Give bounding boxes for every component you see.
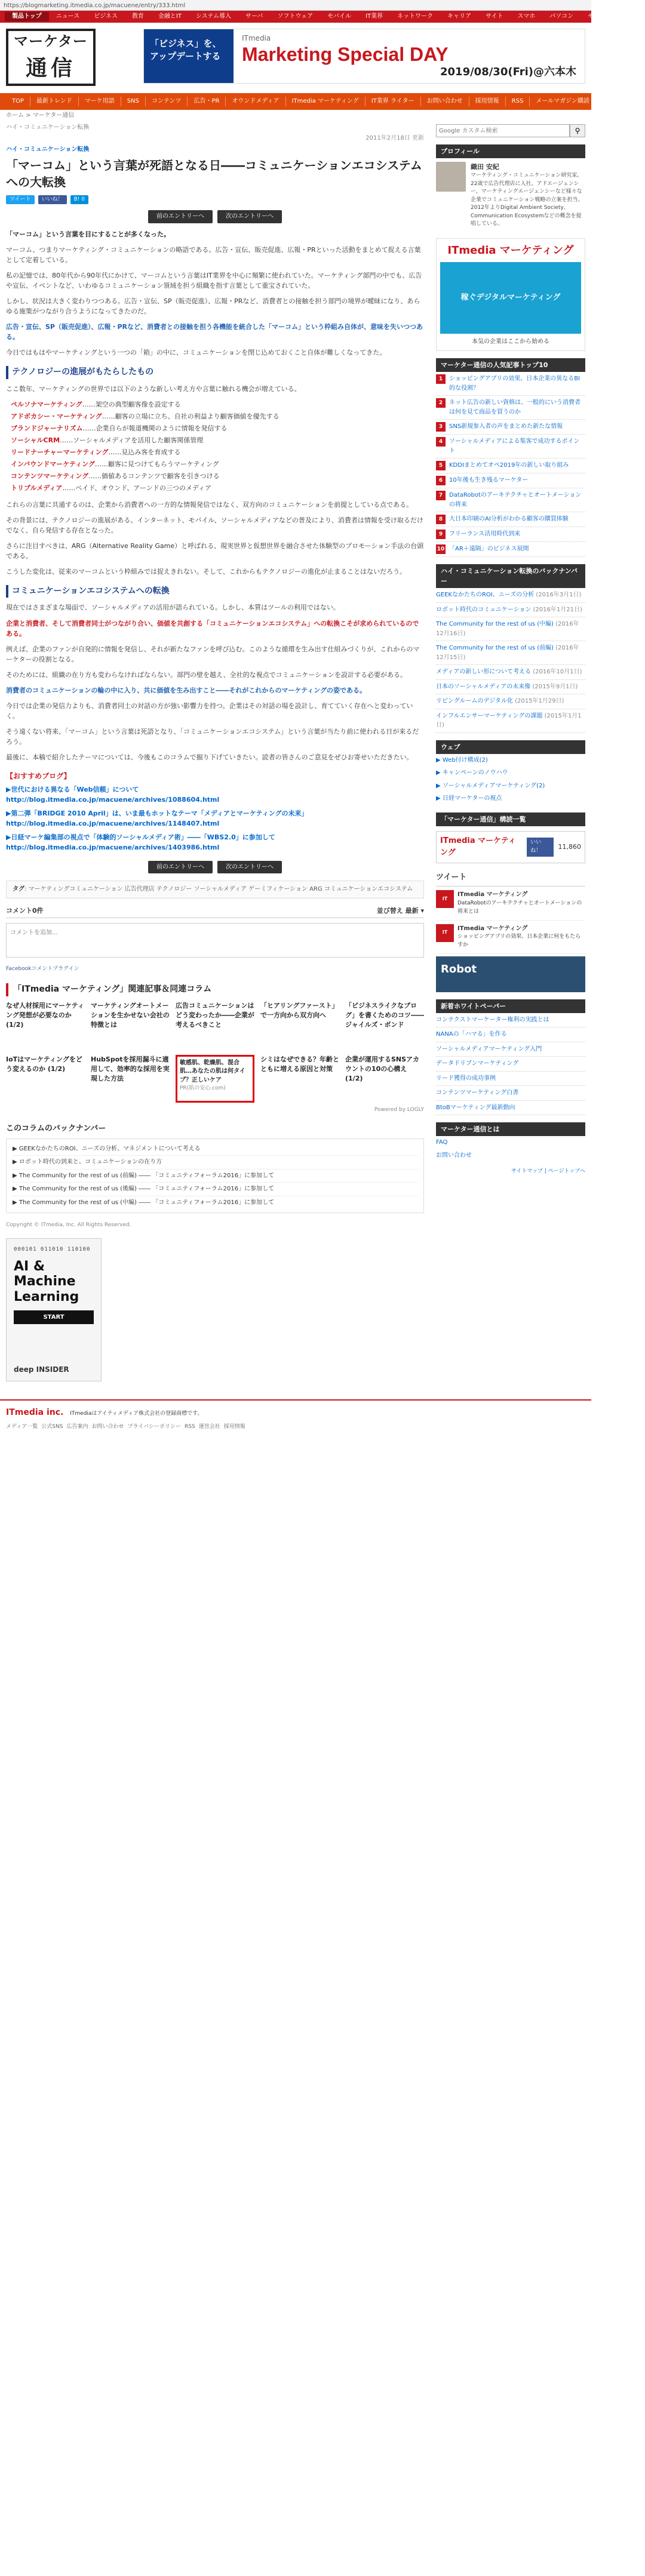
breadcrumb[interactable]: ハイ・コミュニケーション転換 [6,124,90,131]
profile [436,158,585,232]
category-nav-item[interactable]: IT業界 ライター [366,97,421,106]
hatena-button[interactable]: B! 0 [70,195,88,205]
article-category[interactable]: ハイ・コミュニケーション転換 [6,146,90,153]
new-paper-item[interactable]: ソーシャルメディアマーケティング入門 [436,1042,585,1057]
tweet-heading: ツイート [436,869,585,887]
related-card[interactable] [345,1055,424,1103]
sub-nav [0,110,591,122]
side-backnumber-title: インフルエンサーマーケティングの課題 [436,712,545,719]
side-backnumber-title: GEEKなかたちのROI、ニーズの分析 [436,592,536,599]
next-entry-button[interactable]: 次のエントリーへ [217,210,282,223]
category-nav-item[interactable]: お問い合わせ [421,97,469,106]
buzzword-term: コンテンツマーケティング [11,472,89,481]
ai-ml-ad[interactable] [6,1238,102,1381]
banner-left-text: 「ビジネス」を、アップデートする [144,29,234,83]
new-paper-item[interactable]: データドリブンマーケティング [436,1057,585,1072]
backnumber-side-list [436,588,585,733]
writer-heading: 「マーケター通信」構読一覧 [436,812,585,826]
powered-by: Powered by LOGLY [374,1106,424,1113]
side-backnumber-item[interactable] [436,588,585,603]
related-card-title: なぜ人材採用にマーケティング発想が必要なのか (1/2) [6,1001,84,1029]
new-paper-item[interactable]: コンテクストマーケーター権利の実践とは [436,1013,585,1028]
banner-brand: ITmedia [242,34,271,42]
category-nav-item[interactable]: SNS [121,97,146,106]
ranking-number: 5 [436,461,446,470]
article-paragraph: これらの言葉に共通するのは、企業から消費者への一方的な情報発信ではなく、双方向のコミュニケーションを前提としている点である。 [6,500,413,509]
buzzword-term: ブランドジャーナリズム [11,424,83,433]
web-link[interactable]: ▶ Web付け構成(2) [436,756,488,764]
footer-link[interactable]: お問い合わせ [91,1423,124,1430]
category-nav [0,93,591,110]
article-highlight: 消費者のコミュニケーションの輪の中に入り、共に価値を生み出すこと――それがこれからのマーケティングの姿である。 [6,686,367,694]
top-nav-item[interactable]: キャリア [447,13,472,20]
tweet-body [457,924,585,950]
backnumber-item[interactable]: ▶ The Community for the rest of us (後編) ―― 「コミュニティフォーラム2016」に参加して [13,1183,417,1196]
subnav-path[interactable]: ホーム > マーケター通信 [6,112,75,119]
top-nav-item[interactable]: 金融とIT [158,13,182,20]
side-backnumber-title: The Community for the rest of us (中編) [436,621,556,628]
category-nav-item[interactable]: メールマガジン購読 [530,97,596,106]
side-backnumber-date: (2016年10月1日) [533,669,582,676]
tweet-body [457,890,585,916]
share-row [6,195,424,205]
article-lead: 「マーコム」という言葉を目にすることが多くなった。 [6,230,170,238]
ranking-title: SNS新規参入者の声をまとめた新たな情報 [449,423,563,430]
side-backnumber-date: (2016年12月15日) [436,645,579,661]
side-backnumber-title: メディアの新しい形について考える [436,669,533,676]
url-bar[interactable]: https://blogmarketing.itmedia.co.jp/macuene/entry/333.html [0,0,591,11]
ranking-number: 3 [436,422,446,432]
ranking-title: DataRobotのアーキテクチャとオートメーションの将来 [449,492,582,508]
category-nav-item[interactable]: オウンドメディア [226,97,285,106]
web-links [436,754,585,805]
about-heading: マーケター通信とは [436,1122,585,1136]
category-nav-item[interactable]: 採用情報 [469,97,506,106]
tweet-name: ITmedia マーケティング [457,925,528,932]
top-nav-item[interactable]: システム導入 [195,13,231,20]
article-paragraph: 現在ではさまざまな場面で、ソーシャルメディアの活用が語られている。しかし、本質はツールの利用ではない。 [6,604,340,612]
side-backnumber-title: リビングルームのデジタル化 [436,698,515,705]
side-ad-brand: ITmedia マーケティング [447,244,574,257]
category-nav-item[interactable]: 広告・PR [188,97,226,106]
article-body [6,229,424,762]
tweet-name: ITmedia マーケティング [457,891,528,898]
ranking-item[interactable] [436,512,585,527]
ranking-item[interactable] [436,488,585,512]
new-paper-item[interactable]: NANAの「ハマる」を作る [436,1027,585,1042]
ranking-number: 4 [436,437,446,447]
article-paragraph: 今日では企業の発信力よりも、消費者同士の対話の方が強い影響力を持つ。企業はその対話の場を設計し、育てていく存在へと変わっていく。 [6,701,413,720]
article-highlight: 広告・宣伝、SP（販売促進）、広報・PRなど、消費者との接触を担う各機能を統合した「マーコム」という枠組み自体が、意味を失いつつある。 [6,323,423,341]
buzzword-term: トリプルメディア [11,484,63,493]
related-card-title: 広告コミュニケーションはどう変わったか――企業が考えるべきこと [176,1001,254,1029]
article-title: 「マーコム」という言葉が死語となる日――コミュニケーションエコシステムへの大転換 [6,158,422,189]
recommend-item [6,832,424,852]
footer-link[interactable]: 広告案内 [66,1423,88,1430]
web-link[interactable]: ▶ ソーシャルメディアマーケティング(2) [436,782,545,789]
ranking-item[interactable] [436,458,585,473]
related-card[interactable] [345,1001,424,1049]
backnumber-item[interactable]: ▶ GEEKなかたちのROI、ニーズの分析、マネジメントについて考える [13,1143,417,1156]
ranking-item[interactable] [436,420,585,435]
related-card-grid [6,1001,424,1103]
buzzword-desc: ……顧客の立場に立ち、自社の利益より顧客価値を優先する [102,413,280,421]
buzzword-term: ソーシャルCRM [11,436,60,445]
ranking-number: 8 [436,515,446,524]
ranking-number: 1 [436,374,446,384]
column-heading: ハイ・コミュニケーション転換のバックナンバー [436,564,585,588]
ranking-title: フリーランス活用時代到来 [449,531,521,538]
article-paragraph: 最後に、本稿で紹介したテーマについては、今後もこのコラムで掘り下げていきたい。読者の皆さんのご意見をぜひお寄せいただきたい。 [6,753,413,761]
ranking-item[interactable] [436,435,585,458]
buzzword-desc: ……架空の典型顧客像を設定する [82,401,181,409]
article-paragraph: 今日ではもはやマーケティングという一つの「箱」の中に、コミュニケーションを閉じ込めておくこと自体が難しくなってきた。 [6,349,386,357]
related-card-title: シミはなぜできる？年齢とともに増える原因と対策 [260,1055,339,1073]
side-backnumber-date: (2015年1月29日) [515,698,564,705]
category-nav-item[interactable]: TOP [6,97,30,106]
profile-name[interactable]: 織田 安紀 [471,163,499,171]
comment-sort-value: 最新 [405,906,419,915]
side-ad-text: 稼ぐデジタルマーケティング [460,293,561,303]
ad-brand: deep INSIDER [14,1365,69,1374]
side-backnumber-item[interactable] [436,694,585,709]
top-nav-item[interactable]: サーバ [245,13,263,20]
tag-label: タグ [13,886,24,893]
fb-like-count: 11,860 [558,843,581,851]
side-backnumber-date: (2015年9月1日) [532,683,578,690]
section-heading-tech: テクノロジーの進展がもたらしたもの [6,366,424,379]
pager-bottom [6,861,424,874]
pagetop-link[interactable]: サイトマップ | ページトップへ [511,1168,585,1175]
ranking-title: ショッピングアプリの効果、日本企業の異なるBI的な役割？ [449,376,580,392]
article-paragraph: さらに注目すべきは、ARG（Alternative Reality Game）と呼ばれる、現実世界と仮想世界を融合させた体験型のプロモーション手法の台頭である。 [6,541,424,560]
pager-top [6,210,424,223]
header-banner[interactable] [143,29,585,84]
article-paragraph: そのためには、組織の在り方も変わらなければならない。部門の壁を越え、全社的な視点でコミュニケーションを設計する必要がある。 [6,670,407,679]
side-backnumber-item[interactable] [436,603,585,618]
side-ad-visual [440,262,581,334]
search-input[interactable] [436,124,570,137]
new-papers-list [436,1013,585,1116]
article-paragraph: ここ数年、マーケティングの世界では以下のような新しい考え方や言葉に触れる機会が増えている。 [6,385,301,393]
top-nav-item[interactable]: ビジネス [94,13,118,20]
top-nav-item[interactable]: ソフトウェア [277,13,314,20]
ranking-title: 10年後も生き残るマーケター [449,477,529,484]
side-backnumber-item[interactable] [436,680,585,695]
fb-page-logo[interactable]: ITmedia マーケティング [440,836,516,857]
tweet-text: DataRobotのアーキテクチャとオートメーションの将来とは [457,900,582,915]
comment-sort[interactable]: 並び替え 最新 ▾ [376,906,424,915]
side-backnumber-item[interactable] [436,641,585,665]
comment-header [6,906,424,918]
related-card[interactable] [91,1055,170,1103]
tweet-text: ショッピングアプリの効果、日本企業に何をもたらすか [457,934,581,948]
sidebar-ad[interactable] [436,238,585,351]
ranking-number: 9 [436,530,446,539]
banner-date: 2019/08/30(Fri)@六本木 [440,66,576,79]
comment-box [6,906,424,974]
ad-binary-glyph: 000101 011010 110100 [14,1247,91,1253]
site-logo[interactable] [6,29,96,86]
ranking-number: 7 [436,491,446,500]
recommend-url[interactable]: http://blog.itmedia.co.jp/macuene/archives/1403986.html [6,843,220,851]
ranking-title: KDDIまとめてオペ2019年の新しい取り組み [449,462,569,469]
tweet-item[interactable] [436,921,585,954]
ranking-title: 「AR＋遠隔」のビジネス展開 [449,546,529,553]
article-paragraph: 例えば、企業のファンが自発的に情報を発信し、それが新たなファンを呼び込む。このような循環を生み出す仕組みづくりが、これからのマーケターの役割となる。 [6,645,420,663]
top-nav-item[interactable]: ネットワーク [397,13,434,20]
new-paper-item[interactable]: コンテンツマーケティング白書 [436,1086,585,1101]
side-backnumber-date: (2016年12月16日) [436,621,579,637]
side-ad-note: 本気の企業はここから始める [472,338,549,346]
buzzword-list [11,399,424,493]
article-paragraph: そう遠くない将来、「マーコム」という言葉は死語となり、「コミュニケーションエコシステム」という言葉が当たり前に使われる日が来るだろう。 [6,727,419,746]
facebook-page-box [436,831,585,863]
ranking-number: 2 [436,398,446,408]
footer-link[interactable]: プライバシーポリシー [127,1423,182,1430]
new-papers-heading: 新着ホワイトペーパー [436,999,585,1013]
tag-list[interactable]: マーケティングコミュニケーション 広告代理店 テクノロジー ソーシャルメディア ゲーミフィケーション ARG コミュニケーションエコシステム [28,886,413,893]
buzzword-term: アドボカシー・マーケティング [11,413,102,421]
footer-link[interactable]: 採用情報 [223,1423,245,1430]
footer [0,1399,591,1438]
related-card-title: 敏感肌、乾燥肌、混合肌…あなたの肌は何タイプ？正しいケア [180,1059,245,1084]
ranking-item[interactable] [436,473,585,488]
recommend-box [6,771,424,852]
ranking-title: ソーシャルメディアによる集客で成功するポイント [449,438,580,454]
comment-sort-label: 並び替え [376,906,403,915]
article-paragraph: しかし、状況は大きく変わりつつある。広告・宣伝、SP（販売促進）、広報・PRなど、消費者との接触を担う部門の境界が曖昧になり、あらゆる施策がつながり合うようになってきたのだ。 [6,297,420,316]
buzzword-desc: ……企業自らが報道機関のように情報を発信する [82,424,228,433]
tweet-image[interactable]: Robot [436,956,585,992]
buzzword-item [11,471,424,481]
prev-entry-button[interactable]: 前のエントリーへ [148,861,213,874]
sidebar [436,122,585,1387]
related-card[interactable] [6,1001,85,1049]
tweet-item[interactable] [436,887,585,920]
top-nav-item[interactable]: 製品トップ [5,12,49,21]
side-backnumber-title: The Community for the rest of us (前編) [436,645,556,652]
buzzword-item [11,447,424,457]
web-link[interactable]: ▶ キャンペーンのノウハウ [436,770,508,777]
recommend-url[interactable]: http://blog.itmedia.co.jp/macuene/archives/1088604.html [6,795,220,804]
ranking-item[interactable] [436,542,585,557]
copyright: Copyright © ITmedia, Inc. All Rights Reserved. [6,1222,131,1229]
side-backnumber-date: (2016年1月21日) [533,606,582,613]
ranking-list [436,372,585,557]
related-card[interactable] [176,1001,254,1049]
backnumber-item[interactable]: ▶ ロボット時代の到来と、コミュニケーションの在り方 [13,1156,417,1169]
article-date: 2011年2月18日 更新 [366,134,424,141]
ranking-item[interactable] [436,396,585,420]
ranking-item[interactable] [436,372,585,396]
banner-title: Marketing Special DAY [242,43,449,65]
footer-links [6,1423,585,1432]
category-nav-item[interactable]: 最新トレンド [30,97,79,106]
related-card[interactable] [260,1001,339,1049]
side-backnumber-date: (2015年1月1日) [436,712,582,729]
related-card[interactable] [91,1001,170,1049]
recommend-link[interactable]: ▶日経マーケ編集部の視点で「体験的ソーシャルメディア術」――「WBS2.0」に参加して [6,833,275,841]
related-heading: 「ITmedia マーケティング」関連記事＆同連コラム [6,983,424,996]
buzzword-desc: ……ペイド、オウンド、アーンドの三つのメディア [62,484,211,493]
related-card-title: IoTはマーケティングをどう変えるのか (1/2) [6,1055,82,1073]
top-nav-item[interactable]: パソコン [549,13,574,20]
tweet-button[interactable]: ツイート [6,195,35,205]
related-card-ad[interactable] [176,1055,254,1103]
article-paragraph: 私の記憶では、80年代から90年代にかけて、マーコムという言葉はIT業界を中心に頻繁に使われていた。マーケティング部門の中でも、広告や宣伝、イベントなど、いわゆるコミュニケーション領域を担う組織を指す言葉として重宝されていた。 [6,272,422,290]
backnumber-list [6,1138,424,1214]
top-nav-item[interactable]: ブログ [619,13,638,20]
article-paragraph: マーコム、つまりマーケティング・コミュニケーションの略語である。広告・宣伝、販売促進、広報・PRといった活動をまとめて捉える言葉として定着している。 [6,245,421,264]
related-card-title: HubSpotを採用漏斗に適用して、効率的な採用を実現した方法 [91,1055,170,1082]
tag-box: タグ: マーケティングコミュニケーション 広告代理店 テクノロジー ソーシャルメディア ゲーミフィケーション ARG コミュニケーションエコシステム [6,881,424,898]
profile-text: マーケティング・コミュニケーション研究家。22歳で広告代理店に入社。アドエージェンシー、マーケティングエージェンシーなど様々な企業でコミュニケーション戦略の立案を担当。2012年よりDigital Ambient Society、Communication Ecosystemなどの概念を提唱している。 [471,173,583,227]
article-paragraph: こうした変化は、従来のマーコムという枠組みでは捉えきれない。そして、これからもテクノロジーの進化が止まることはないだろう。 [6,567,407,575]
logo-line1: マーケター [14,32,88,50]
category-nav-item[interactable]: RSS [506,97,530,106]
profile-heading: プロフィール [436,144,585,158]
like-button[interactable]: いいね！ [38,195,67,205]
side-backnumber-title: ロボット時代のコミュニケーション [436,606,533,613]
backnumber-item[interactable]: ▶ The Community for the rest of us (前編) ―― 「コミュニティフォーラム2016」に参加して [13,1169,417,1183]
facebook-comment-plugin[interactable]: Facebookコメントプラグイン [6,966,79,972]
banner-right [234,29,585,83]
new-paper-item[interactable]: BtoBマーケティング最新動向 [436,1101,585,1116]
top-nav [0,11,638,23]
tweet-avatar: IT [436,924,454,942]
ranking-number: 6 [436,476,446,485]
side-backnumber-item[interactable] [436,617,585,641]
backnumber-heading: このコラムのバックナンバー [6,1124,106,1133]
web-link[interactable]: ▶ 日経マーケターの視点 [436,795,502,802]
related-card-title: マーケティングオートメーションを生かせない会社の特徴とは [91,1001,170,1029]
buzzword-desc: ……価値あるコンテンツで顧客を引きつける [88,472,220,481]
side-backnumber-item[interactable] [436,709,585,733]
comment-input[interactable] [6,923,424,958]
top-nav-item[interactable]: モバイル [327,13,352,20]
related-card[interactable] [260,1055,339,1103]
buzzword-term: インバウンドマーケティング [11,460,95,469]
related-card-title: 「ビジネスライクなブログ」を書くためのコツ――ジャイルズ・ボンド [345,1001,424,1029]
top-nav-item[interactable]: サイト [486,13,503,20]
ranking-heading: マーケター通信の人気記事トップ10 [436,358,585,372]
buzzword-desc: ……顧客に見つけてもらうマーケティング [94,460,219,469]
footer-link[interactable]: メディア一覧 [6,1423,38,1430]
category-nav-item[interactable]: マーケ用語 [79,97,121,106]
related-card-title: 「ヒアリングファースト」で一方向から双方向へ [260,1001,339,1019]
buzzword-item [11,399,424,410]
side-backnumber-title: 日本のソーシャルメディアの未来像 [436,683,533,690]
top-nav-item[interactable]: IT業界 [366,13,383,20]
buzzword-item [11,423,424,433]
footer-link[interactable]: 運営会社 [198,1423,220,1430]
article-paragraph: その背景には、テクノロジーの進展がある。インターネット、モバイル、ソーシャルメディアなどの普及により、消費者は情報を受け取るだけでなく、自ら発信する存在となった。 [6,516,423,534]
top-nav-item[interactable]: モチタ [588,13,606,20]
main-column [6,122,424,1387]
top-nav-item[interactable]: スマホ [517,13,536,20]
side-backnumber-date: (2016年3月1日) [536,592,582,599]
search-icon: ⚲ [575,127,580,135]
avatar [436,162,466,192]
recommend-title: 【おすすめブログ】 [6,772,71,781]
category-nav-item[interactable]: コンテンツ [146,97,188,106]
ranking-title: ネット広告の新しい資格は、一般的にいう消費者は何を見て商品を買うのか [449,399,580,416]
next-entry-button[interactable]: 次のエントリーへ [217,861,282,874]
related-card-title: 企業が運用するSNSアカウントの10の心構え (1/2) [345,1055,419,1082]
footer-logo[interactable]: ITmedia inc. [6,1408,64,1418]
tweet-avatar: IT [436,890,454,908]
category-nav-item[interactable]: ITmedia マーケティング [286,97,366,106]
recommend-url[interactable]: http://blog.itmedia.co.jp/macuene/archives/1148407.html [6,819,220,827]
ranking-number: 10 [436,544,446,554]
recommend-item [6,784,424,805]
footer-corp: ITmediaはアイティメディア株式会社の登録商標です。 [70,1411,203,1417]
related-card[interactable] [6,1055,85,1103]
fb-like-button[interactable]: いいね！ [527,838,553,857]
buzzword-item [11,435,424,445]
footer-link[interactable]: 公式SNS [41,1423,63,1430]
side-backnumber-item[interactable] [436,665,585,680]
buzzword-desc: ……ソーシャルメディアを活用した顧客関係管理 [60,436,204,445]
about-link[interactable]: FAQ [436,1139,448,1146]
top-nav-item[interactable]: 教育 [131,13,144,20]
backnumber-item[interactable]: ▶ The Community for the rest of us (中編) ―― 「コミュニティフォーラム2016」に参加して [13,1199,275,1206]
top-nav-item[interactable]: ニュース [56,13,80,20]
buzzword-item [11,459,424,469]
related-card-sponsor: PR(肌の安心.com) [180,1085,226,1092]
buzzword-term: ペルソナマーケティング [11,401,82,409]
search-box [436,124,585,137]
recommend-link[interactable]: ▶第二弾「BRIDGE 2010 April」は、いま最もホットなテーマ「メディアとマーケティングの未来」 [6,809,308,817]
recommend-item [6,808,424,829]
prev-entry-button[interactable]: 前のエントリーへ [148,210,213,223]
section-heading-ecosystem: コミュニケーションエコシステムへの転換 [6,585,424,598]
comment-count: コメント0件 [6,906,44,915]
logo-line2: 通信 [25,55,76,81]
footer-link[interactable]: RSS [185,1423,195,1430]
ad-start-button[interactable]: START [14,1310,94,1325]
article-emphasis: 企業と消費者、そして消費者同士がつながり合い、価値を共創する「コミュニケーションエコシステム」への転換こそが求められているのである。 [6,619,419,638]
ranking-title: 大日本印刷のAI分析がわかる顧客の購買体験 [449,516,569,523]
web-heading: ウェブ [436,740,585,754]
about-links [436,1136,585,1162]
buzzword-item [11,483,424,493]
ad-title: AI & Machine Learning [14,1259,79,1304]
buzzword-desc: ……見込み客を育成する [108,448,181,457]
ranking-item[interactable] [436,527,585,542]
new-paper-item[interactable]: リード獲得の成功事例 [436,1072,585,1087]
buzzword-item [11,411,424,421]
buzzword-term: リードナーチャーマーケティング [11,448,109,457]
about-link[interactable]: お問い合わせ [436,1152,472,1159]
search-button[interactable] [570,124,585,137]
recommend-link[interactable]: ▶世代における異なる「Web信頼」について [6,785,139,793]
header [0,23,591,93]
